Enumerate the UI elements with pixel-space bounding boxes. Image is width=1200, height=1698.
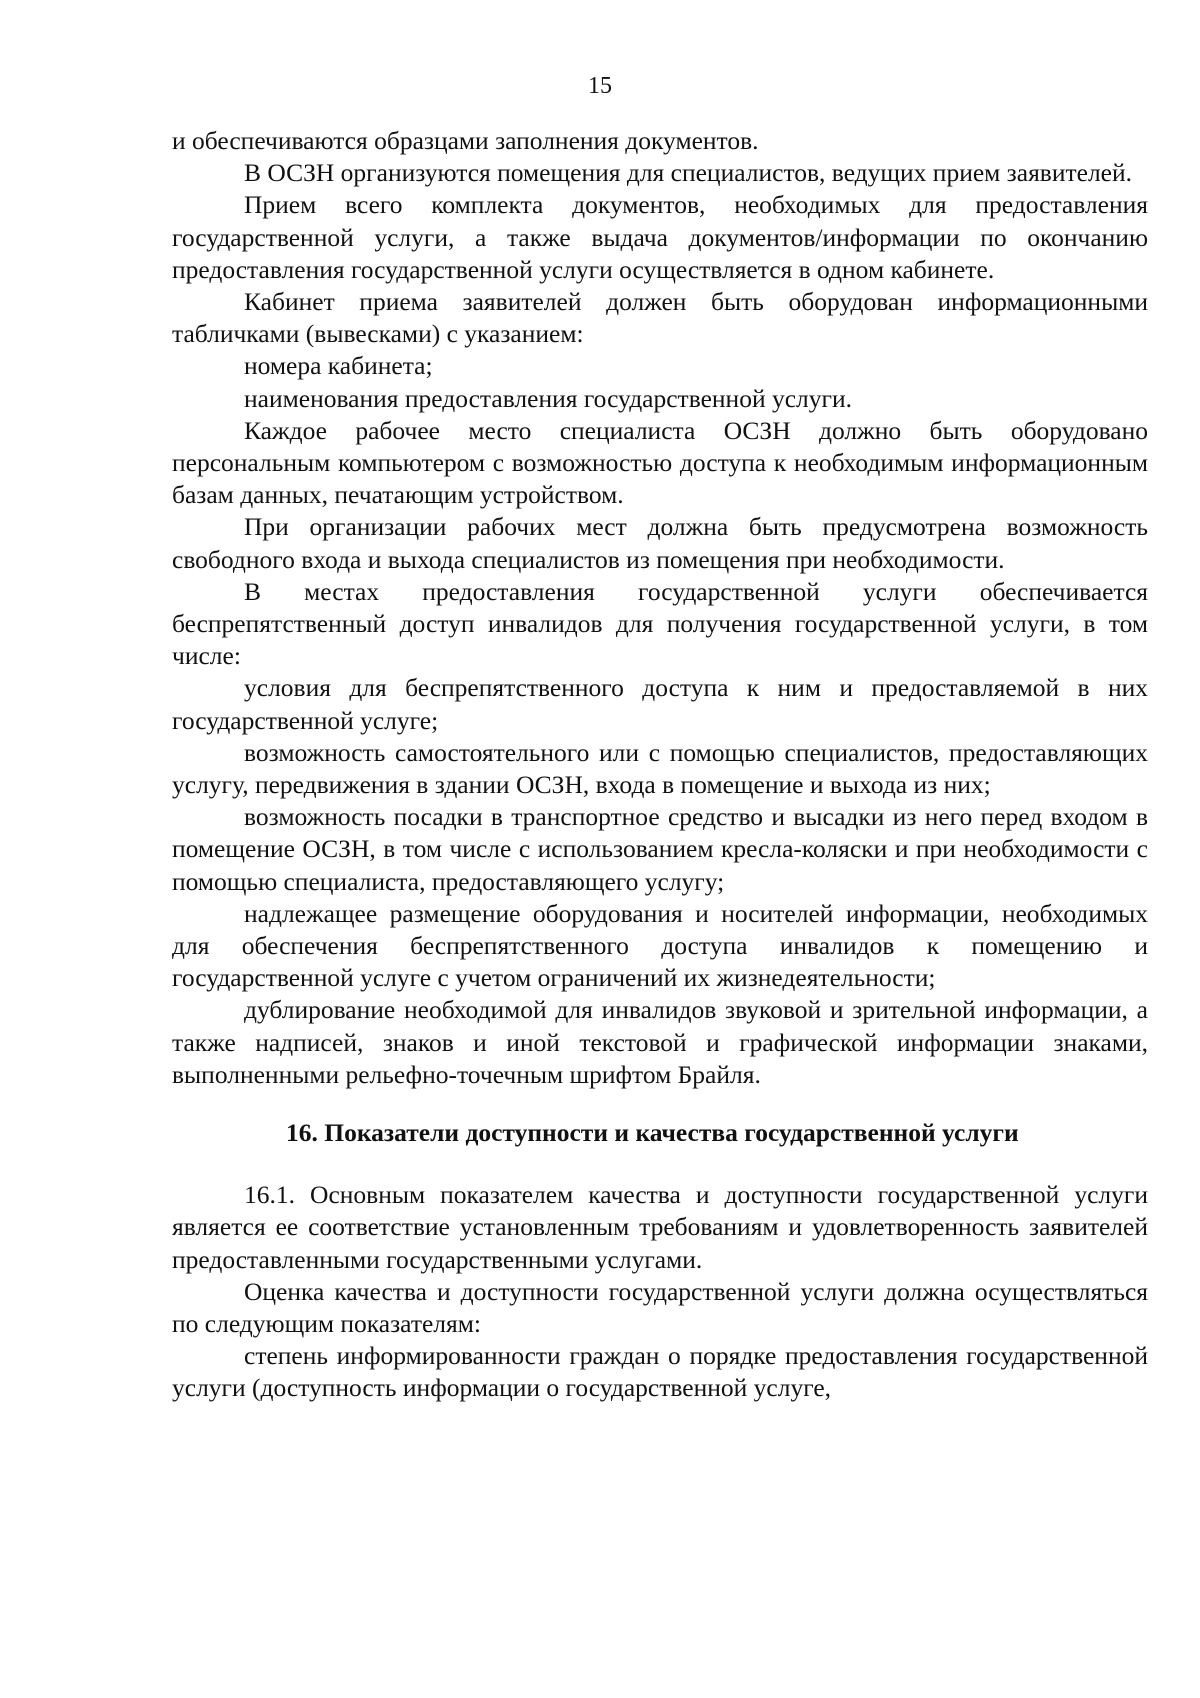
paragraph: При организации рабочих мест должна быть предусмотрена возможность свободного входа и выхода специалистов из помещения при необходимости. <box>172 512 1148 574</box>
document-body <box>172 125 1148 1405</box>
paragraph: В местах предоставления государственной услуги обеспечивается беспрепятственный доступ инвалидов для получения государственной услуги, в том числе: <box>172 576 1148 671</box>
list-item: номера кабинета; <box>244 351 433 381</box>
list-item: надлежащее размещение оборудования и носителей информации, необходимых для обеспечения беспрепятственного доступа инвалидов к помещению и государственной услуге с учетом ограничений их жизнедеятельности; <box>172 898 1148 993</box>
paragraph: Кабинет приема заявителей должен быть оборудован информационными табличками (вывесками) с указанием: <box>172 287 1148 349</box>
page-number: 15 <box>588 73 612 99</box>
list-item: возможность самостоятельного или с помощью специалистов, предоставляющих услугу, передвижения в здании ОСЗН, входа в помещение и выхода из них; <box>172 737 1148 800</box>
list-item: возможность посадки в транспортное средство и высадки из него перед входом в помещение ОСЗН, в том числе с использованием кресла-коляски и при необходимости с помощью специалиста, предоставляющего услугу; <box>172 802 1148 896</box>
paragraph: Каждое рабочее место специалиста ОСЗН должно быть оборудовано персональным компьютером с возможностью доступа к необходимым информационным базам данных, печатающим устройством. <box>172 415 1148 510</box>
paragraph: Оценка качества и доступности государственной услуги должна осуществляться по следующим показателям: <box>172 1276 1148 1338</box>
paragraph: В ОСЗН организуются помещения для специалистов, ведущих прием заявителей. <box>244 158 1133 188</box>
list-item: дублирование необходимой для инвалидов звуковой и зрительной информации, а также надписей, знаков и иной текстовой и графической информации знаками, выполненными рельефно-точечным шрифтом Брайля. <box>172 995 1148 1089</box>
section-heading: 16. Показатели доступности и качества государственной услуги <box>286 1118 1019 1148</box>
paragraph: Прием всего комплекта документов, необходимых для предоставления государственной услуги, а также выдача документов/информации по окончанию предоставления государственной услуги осуществляется в одном кабинете. <box>172 190 1148 284</box>
list-item: наименования предоставления государственной услуги. <box>244 383 852 413</box>
list-item: условия для беспрепятственного доступа к ним и предоставляемой в них государственной услуге; <box>172 673 1148 735</box>
list-item: степень информированности граждан о порядке предоставления государственной услуги (доступность информации о государственной услуге, <box>172 1341 1148 1403</box>
paragraph: и обеспечиваются образцами заполнения документов. <box>172 126 759 155</box>
paragraph: 16.1. Основным показателем качества и доступности государственной услуги является ее соответствие установленным требованиям и удовлетворенность заявителей предоставленными государственными услугами. <box>172 1180 1148 1274</box>
